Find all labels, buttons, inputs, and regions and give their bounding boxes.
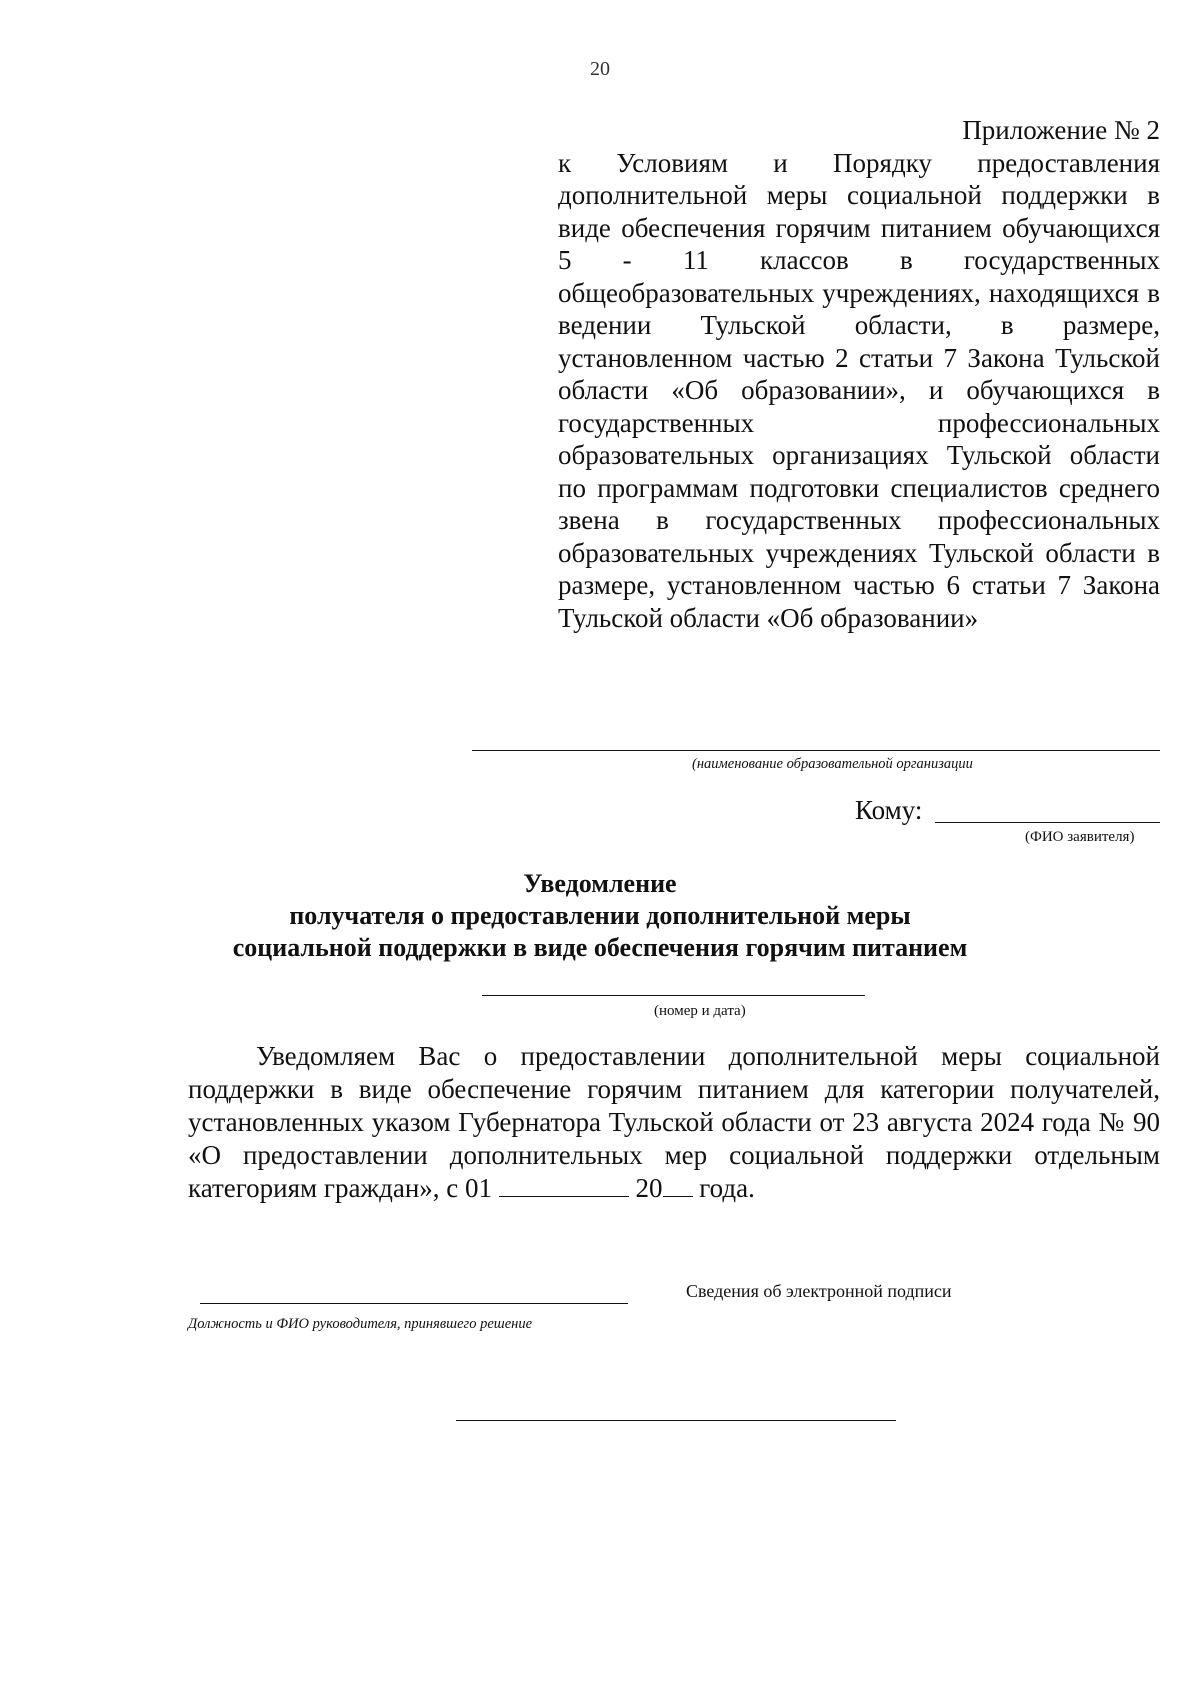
organization-name-line[interactable] — [472, 750, 1160, 751]
month-blank[interactable] — [499, 1174, 629, 1197]
notice-text: Уведомляем Вас о предоставлении дополнительной меры социальной поддержки в виде обеспечение горячим питанием для категории получателей, установленных указом Губернатора Тульской области от 23 августа 2024 года № 90 «О предоставлении дополнительных мер социальной поддержки отдельным категориям граждан», с 01 — [188, 1041, 1160, 1203]
notice-title-line-2: получателя о предоставлении дополнительной меры — [289, 901, 911, 930]
electronic-signature-label: Сведения об электронной подписи — [686, 1281, 952, 1301]
notice-year-prefix: 20 — [635, 1173, 663, 1203]
year-blank[interactable] — [663, 1174, 693, 1197]
number-date-caption: (номер и дата) — [654, 1003, 746, 1019]
recipient-caption: (ФИО заявителя) — [1025, 829, 1135, 845]
appendix-body: к Условиям и Порядку предоставления дополнительной меры социальной поддержки в виде обеспечения горячим питанием обучающихся 5 - 11 классов в государственных общеобразовательных учреждениях, находящихся в ведении Тульской области, в размере, установленном частью 2 статьи 7 Закона Тульской области «Об образовании», и обучающихся в государственных профессиональных образовательных организациях Тульской области по программам подготовки специалистов среднего звена в государственных профессиональных образовательных учреждениях Тульской области в размере, установленном частью 6 статьи 7 Закона Тульской области «Об образовании» — [558, 147, 1160, 633]
notice-title-line-1: Уведомление — [523, 869, 677, 898]
number-date-line[interactable] — [482, 995, 865, 996]
appendix-title: Приложение № 2 — [962, 115, 1160, 145]
to-label: Кому: — [855, 795, 923, 825]
head-signature-line[interactable] — [200, 1303, 628, 1304]
notice-title-line-3: социальной поддержки в виде обеспечения горячим питанием — [232, 933, 968, 962]
notice-title — [0, 868, 1200, 964]
head-signature-caption: Должность и ФИО руководителя, принявшего решение — [188, 1316, 533, 1332]
bottom-line — [456, 1420, 896, 1421]
notice-year-suffix: года. — [699, 1173, 755, 1203]
notice-body — [188, 1040, 1160, 1205]
recipient-name-line[interactable] — [935, 822, 1160, 823]
page-number: 20 — [590, 58, 610, 80]
organization-caption: (наименование образовательной организации — [692, 756, 973, 772]
appendix-block — [558, 114, 1160, 634]
